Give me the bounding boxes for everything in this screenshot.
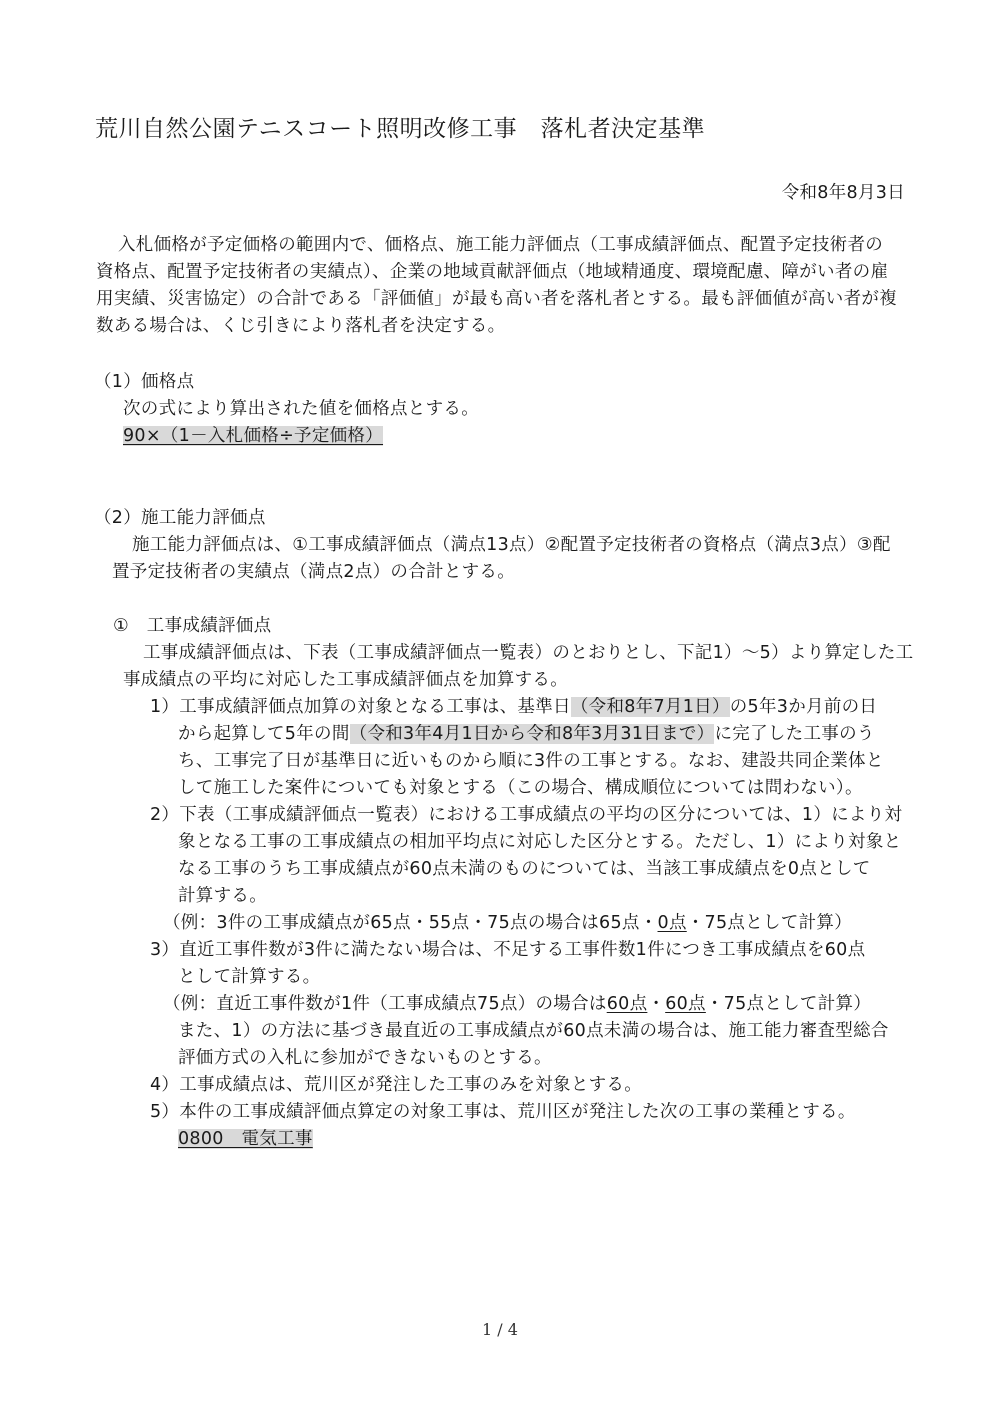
work-type-code-text: 0800 電気工事	[178, 1129, 313, 1149]
item-3-line-1: 3）直近工事件数が3件に満たない場合は、不足する工事件数1件につき工事成績点を60点	[150, 940, 866, 960]
base-date: （令和8年7月1日）	[570, 697, 730, 717]
intro-line-4: 数ある場合は、くじ引きにより落札者を決定する。	[96, 316, 506, 336]
item-1-line-3: ち、工事完了日が基準日に近いものから順に3件の工事とする。なお、建設共同企業体と	[178, 751, 884, 771]
subsection-1-line-2: 事成績点の平均に対応した工事成績評価点を加算する。	[123, 670, 568, 690]
item-3-example-sixty-1: 60点	[606, 994, 648, 1014]
item-2-line-2: 象となる工事の工事成績点の相加平均点に対応した区分とする。ただし、1）により対象と	[178, 832, 902, 852]
document-date: 令和8年8月3日	[781, 183, 905, 203]
section-2-heading: （2）施工能力評価点	[94, 508, 266, 528]
item-1-line-4: して施工した案件についても対象とする（この場合、構成順位については問わない）。	[178, 778, 863, 798]
item-2-example	[163, 910, 852, 937]
item-3-example-sixty-2: 60点	[665, 994, 706, 1014]
item-1-text-a: 1）工事成績評価点加算の対象となる工事は、基準日	[150, 697, 571, 717]
item-3-example-a: （例：直近工事件数が1件（工事成績点75点）の場合は	[163, 994, 607, 1014]
document-title: 荒川自然公園テニスコート照明改修工事 落札者決定基準	[95, 116, 706, 142]
item-4-line-1: 4）工事成績点は、荒川区が発注した工事のみを対象とする。	[150, 1075, 643, 1095]
item-1-text-c: の5年3か月前の日	[729, 697, 878, 717]
item-3-example	[163, 991, 871, 1018]
section-2-line-1: 施工能力評価点は、①工事成績評価点（満点13点）②配置予定技術者の資格点（満点3点）③配	[132, 535, 891, 555]
subsection-1-heading: ① 工事成績評価点	[113, 616, 272, 636]
item-1-text-d: から起算して5年の間	[178, 724, 350, 744]
intro-line-2: 資格点、配置予定技術者の実績点）、企業の地域貢献評価点（地域精通度、環境配慮、障がい者の雇	[96, 262, 889, 282]
item-3-line-3: また、1）の方法に基づき最直近の工事成績点が60点未満の場合は、施工能力審査型総合	[178, 1021, 889, 1041]
item-2-line-4: 計算する。	[178, 886, 267, 906]
item-3-line-4: 評価方式の入札に参加ができないものとする。	[178, 1048, 552, 1068]
price-formula-text: 90×（1－入札価格÷予定価格）	[123, 426, 384, 446]
item-2-line-3: なる工事のうち工事成績点が60点未満のものについては、当該工事成績点を0点として	[178, 859, 871, 879]
item-3-example-e: ・75点として計算）	[705, 994, 872, 1014]
item-5-line-1: 5）本件の工事成績評価点算定の対象工事は、荒川区が発注した次の工事の業種とする。	[150, 1102, 856, 1122]
item-3-line-2: として計算する。	[178, 967, 321, 987]
item-1-line-1	[150, 694, 877, 721]
section-2-line-2: 置予定技術者の実績点（満点2点）の合計とする。	[112, 562, 516, 582]
intro-line-3: 用実績、災害協定）の合計である「評価値」が最も高い者を落札者とする。最も評価値が高い者が複	[96, 289, 897, 309]
item-3-example-c: ・	[647, 994, 666, 1014]
section-1-text: 次の式により算出された値を価格点とする。	[123, 399, 479, 419]
section-1-heading: （1）価格点	[94, 372, 195, 392]
page-number: 1 / 4	[482, 1320, 518, 1339]
target-period: （令和3年4月1日から令和8年3月31日まで）	[349, 724, 715, 744]
price-formula	[123, 423, 383, 450]
subsection-1-line-1: 工事成績評価点は、下表（工事成績評価点一覧表）のとおりとし、下記1）～5）より算定した工	[143, 643, 914, 663]
item-1-line-2	[178, 721, 875, 748]
item-2-example-zero: 0点	[657, 913, 687, 933]
item-2-example-a: （例：3件の工事成績点が65点・55点・75点の場合は65点・	[163, 913, 658, 933]
work-type-code	[178, 1126, 313, 1153]
item-2-line-1: 2）下表（工事成績評価点一覧表）における工事成績点の平均の区分については、1）により対	[150, 805, 903, 825]
intro-line-1: 入札価格が予定価格の範囲内で、価格点、施工能力評価点（工事成績評価点、配置予定技術者の	[118, 235, 884, 255]
item-2-example-c: ・75点として計算）	[686, 913, 853, 933]
item-1-text-f: に完了した工事のう	[714, 724, 875, 744]
